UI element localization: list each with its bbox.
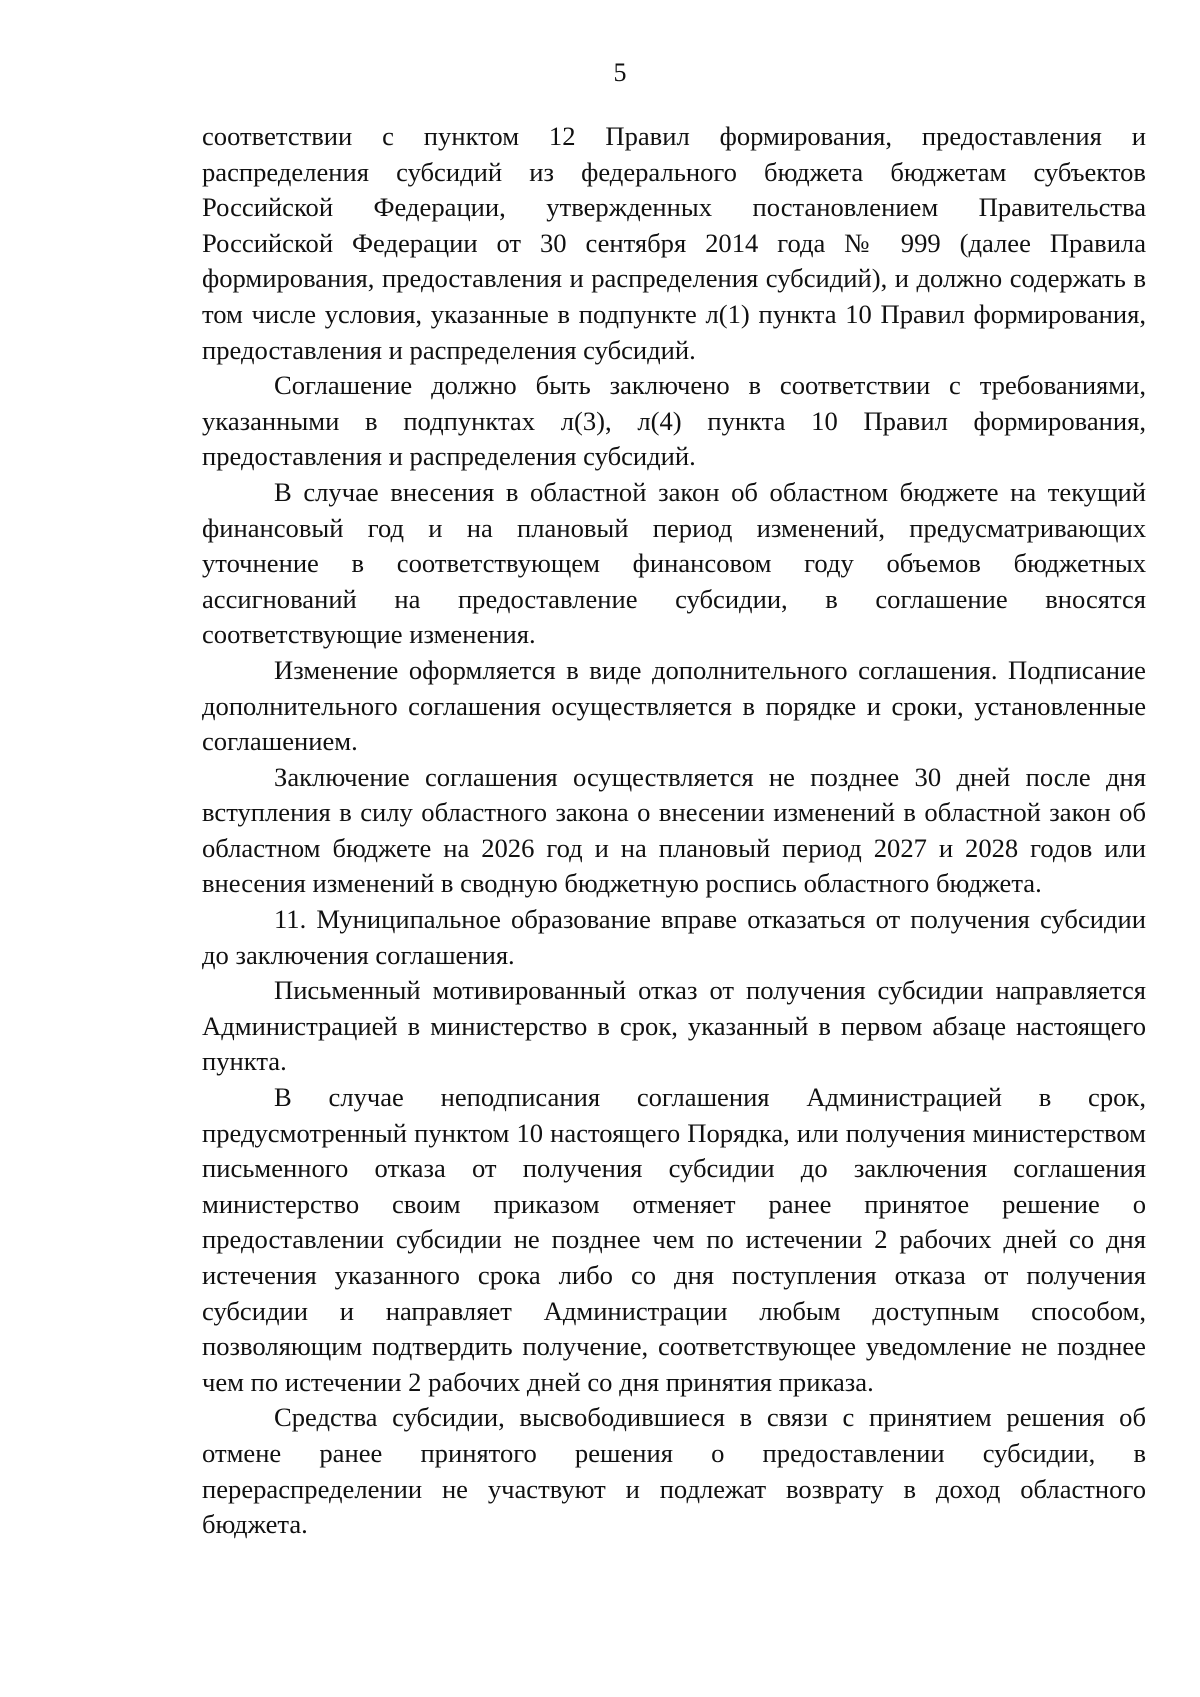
- page-number: 5: [613, 58, 627, 87]
- paragraph-additional-agreement: Изменение оформляется в виде дополнительного соглашения. Подписание дополнительного соглашения осуществляется в порядке и сроки, установленные соглашением.: [202, 654, 1146, 757]
- paragraph-agreement-deadline: Заключение соглашения осуществляется не позднее 30 дней после дня вступления в силу областного закона о внесении изменений в областной закон об областном бюджете на 2026 год и на плановый период 2027 и 2028 годов или внесения изменений в сводную бюджетную роспись областного бюджета.: [202, 761, 1146, 899]
- paragraph-non-signing: В случае неподписания соглашения Администрацией в срок, предусмотренный пунктом 10 настоящего Порядка, или получения министерством письменного отказа от получения субсидии до заключения соглашения министерство своим приказом отменяет ранее принятое решение о предоставлении субсидии не позднее чем по истечении 2 рабочих дней со дня истечения указанного срока либо со дня поступления отказа от получения субсидии и направляет Администрации любым доступным способом, позволяющим подтвердить получение, соответствующее уведомление не позднее чем по истечении 2 рабочих дней со дня принятия приказа.: [202, 1082, 1146, 1397]
- paragraph-written-refusal: Письменный мотивированный отказ от получения субсидии направляется Администрацией в министерство в срок, указанный в первом абзаце настоящего пункта.: [202, 975, 1146, 1077]
- paragraph-agreement-requirements: Соглашение должно быть заключено в соответствии с требованиями, указанными в подпунктах л(3), л(4) пункта 10 Правил формирования, предоставления и распределения субсидий.: [202, 370, 1146, 472]
- paragraph-clause-11: 11. Муниципальное образование вправе отказаться от получения субсидии до заключения соглашения.: [202, 904, 1146, 970]
- paragraph-budget-amendments: В случае внесения в областной закон об областном бюджете на текущий финансовый год и на плановый период изменений, предусматривающих уточнение в соответствующем финансовом году объемов бюджетных ассигнований на предоставление субсидии, в соглашение вносятся соответствующие изменения.: [202, 476, 1146, 650]
- paragraph-funds-return: Средства субсидии, высвободившиеся в связи с принятием решения об отмене ранее принятого решения о предоставлении субсидии, в перераспределении не участвуют и подлежат возврату в доход областного бюджета.: [202, 1402, 1146, 1540]
- document-body: [202, 119, 1146, 1543]
- paragraph-continuation: соответствии с пунктом 12 Правил формирования, предоставления и распределения субсидий из федерального бюджета бюджетам субъектов Российской Федерации, утвержденных постановлением Правительства Российской Федерации от 30 сентября 2014 года № 999 (далее Правила формирования, предоставления и распределения субсидий), и должно содержать в том числе условия, указанные в подпункте л(1) пункта 10 Правил формирования, предоставления и распределения субсидий.: [202, 121, 1146, 365]
